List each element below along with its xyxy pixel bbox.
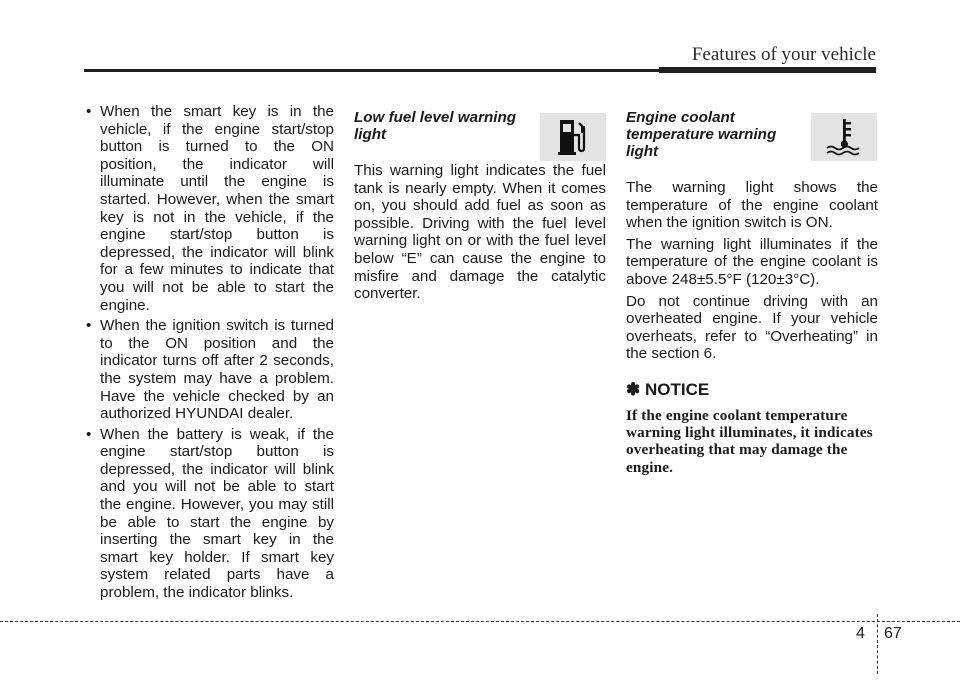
footer-vertical-divider <box>877 614 878 674</box>
bullet-item: • When the ignition switch is turned to the ON position and the indicator turns off after 2 seconds, the system may have a problem. Have the vehicle checked by an authorized HYUNDAI dealer. <box>84 317 334 423</box>
bullet-list <box>84 103 334 602</box>
coolant-title: Engine coolant temperature warning light <box>626 109 777 160</box>
notice-body: If the engine coolant temperature warning light illuminates, it indicates overheating that may damage the engine. <box>626 406 873 476</box>
low-fuel-body: This warning light indicates the fuel tank is nearly empty. When it comes on, you should add fuel as soon as possible. Driving with the fuel level warning light on or with the fuel level below “E” can cause the engine to misfire and damage the catalytic converter. <box>354 162 606 303</box>
coolant-temperature-icon <box>811 113 877 161</box>
notice-symbol-icon: ✽ <box>626 379 641 399</box>
low-fuel-title: Low fuel level warning light <box>354 109 517 143</box>
coolant-para: The warning light illuminates if the temperature of the engine coolant is above 248±5.5°F (120±3°C). <box>626 235 878 288</box>
coolant-para: Do not continue driving with an overheated engine. If your vehicle overheats, refer to “Overheating” in the section 6. <box>626 292 878 363</box>
fuel-pump-icon <box>540 113 606 161</box>
bullet-item: • When the smart key is in the vehicle, if the engine start/stop button is turned to the ON position, the indicator will illuminate until the engine is started. However, when the smart key is not in the vehicle, if the engine start/stop button is depressed, the indicator will blink for a few minutes to indicate that you will not be able to start the engine. <box>84 103 334 314</box>
header-rule-accent <box>659 67 876 73</box>
bullet-item: • When the battery is weak, if the engine start/stop button is depressed, the indicator will blink and you will not be able to start the engine. However, you may still be able to start the engine by inserting the smart key in the smart key holder. If smart key system related parts have a problem, the indicator blinks. <box>84 426 334 602</box>
footer-divider <box>0 621 960 622</box>
notice-heading <box>626 381 878 399</box>
header-title: Features of your vehicle <box>691 44 876 65</box>
chapter-number: 4 <box>856 625 865 642</box>
coolant-para: The warning light shows the temperature of the engine coolant when the ignition switch is ON. <box>626 179 878 232</box>
page-number: 67 <box>884 625 902 642</box>
notice-label: NOTICE <box>644 379 710 399</box>
column-smart-key <box>84 103 334 605</box>
